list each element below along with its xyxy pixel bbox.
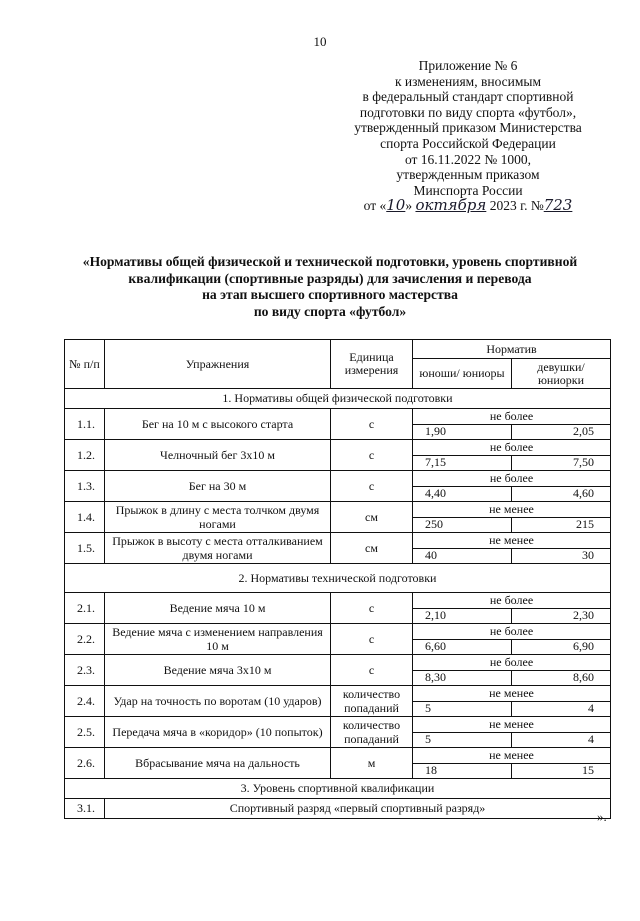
norm-condition: не менее <box>413 748 611 764</box>
unit-cell: количество попаданий <box>331 717 413 748</box>
norm-condition: не менее <box>413 686 611 702</box>
value-girls: 4,60 <box>512 486 611 502</box>
value-girls: 2,30 <box>512 608 611 624</box>
appendix-line: спорта Российской Федерации <box>380 135 556 151</box>
norm-condition: не более <box>413 471 611 487</box>
table-row <box>65 440 611 456</box>
row-number: 2.4. <box>65 686 105 717</box>
value-boys: 5 <box>413 732 512 748</box>
value-boys: 250 <box>413 517 512 533</box>
value-boys: 6,60 <box>413 639 512 655</box>
unit-cell: с <box>331 440 413 471</box>
order-day-handwritten: 10 <box>386 196 406 215</box>
value-girls: 6,90 <box>512 639 611 655</box>
appendix-block <box>338 58 598 214</box>
exercise-name: Ведение мяча 3х10 м <box>105 655 331 686</box>
header-norm: Норматив <box>413 340 611 359</box>
title-line: «Нормативы общей физической и технической подготовки, уровень спортивной <box>82 254 578 269</box>
closing-quote: ». <box>597 809 607 824</box>
page-number: 10 <box>313 34 327 49</box>
header-num: № п/п <box>65 340 105 389</box>
value-girls: 4 <box>512 732 611 748</box>
appendix-line: подготовки по виду спорта «футбол», <box>359 104 577 120</box>
row-number: 2.1. <box>65 593 105 624</box>
order-prefix: от « <box>363 198 387 214</box>
value-girls: 215 <box>512 517 611 533</box>
value-girls: 30 <box>512 548 611 564</box>
norm-condition: не более <box>413 624 611 640</box>
table-row <box>65 409 611 425</box>
value-boys: 18 <box>413 763 512 779</box>
norm-condition: не менее <box>413 717 611 733</box>
value-girls: 8,60 <box>512 670 611 686</box>
exercise-name: Прыжок в длину с места толчком двумя ногами <box>105 502 331 533</box>
row-number: 1.2. <box>65 440 105 471</box>
appendix-line: Минспорта России <box>413 182 523 198</box>
section-title: 3. Уровень спортивной квалификации <box>65 779 611 799</box>
row-number: 2.5. <box>65 717 105 748</box>
header-girls: девушки/ юниорки <box>512 359 611 389</box>
appendix-line: в федеральный стандарт спортивной <box>362 89 574 105</box>
qualification-text: Спортивный разряд «первый спортивный разряд» <box>105 799 611 819</box>
value-boys: 1,90 <box>413 424 512 440</box>
table-row <box>65 655 611 671</box>
table-row <box>65 502 611 518</box>
value-girls: 7,50 <box>512 455 611 471</box>
row-number: 1.1. <box>65 409 105 440</box>
unit-cell: с <box>331 593 413 624</box>
value-girls: 15 <box>512 763 611 779</box>
title-line: по виду спорта «футбол» <box>253 303 407 319</box>
exercise-name: Прыжок в высоту с места отталкиванием двумя ногами <box>105 533 331 564</box>
exercise-name: Передача мяча в «коридор» (10 попыток) <box>105 717 331 748</box>
order-month-handwritten: октября <box>415 196 487 215</box>
table-row <box>65 686 611 702</box>
norm-condition: не менее <box>413 533 611 549</box>
unit-cell: с <box>331 409 413 440</box>
row-number: 1.5. <box>65 533 105 564</box>
title-line: квалификации (спортивные разряды) для зачисления и перевода <box>128 270 532 286</box>
appendix-line: утвержденный приказом Министерства <box>354 120 582 136</box>
header-unit: Единица измерения <box>331 340 413 389</box>
norm-condition: не более <box>413 409 611 425</box>
unit-cell: м <box>331 748 413 779</box>
exercise-name: Удар на точность по воротам (10 ударов) <box>105 686 331 717</box>
value-girls: 2,05 <box>512 424 611 440</box>
row-number: 2.3. <box>65 655 105 686</box>
value-boys: 2,10 <box>413 608 512 624</box>
table-row <box>65 799 611 819</box>
order-number-handwritten: 723 <box>543 196 573 215</box>
unit-cell: с <box>331 624 413 655</box>
exercise-name: Ведение мяча 10 м <box>105 593 331 624</box>
value-boys: 7,15 <box>413 455 512 471</box>
header-boys: юноши/ юниоры <box>413 359 512 389</box>
title-line: на этап высшего спортивного мастерства <box>202 287 458 302</box>
row-number: 1.3. <box>65 471 105 502</box>
appendix-line: утвержденным приказом <box>396 167 540 183</box>
row-number: 2.6. <box>65 748 105 779</box>
table-row <box>65 717 611 733</box>
unit-cell: с <box>331 655 413 686</box>
value-boys: 40 <box>413 548 512 564</box>
exercise-name: Ведение мяча с изменением направления 10 м <box>105 624 331 655</box>
norm-condition: не более <box>413 655 611 671</box>
table-row <box>65 624 611 640</box>
value-boys: 8,30 <box>413 670 512 686</box>
exercise-name: Челночный бег 3х10 м <box>105 440 331 471</box>
table-row <box>65 593 611 609</box>
table-row <box>65 471 611 487</box>
appendix-line: от 16.11.2022 № 1000, <box>404 151 532 167</box>
row-number: 3.1. <box>65 799 105 819</box>
row-number: 2.2. <box>65 624 105 655</box>
exercise-name: Вбрасывание мяча на дальность <box>105 748 331 779</box>
norm-condition: не более <box>413 440 611 456</box>
exercise-name: Бег на 10 м с высокого старта <box>105 409 331 440</box>
document-title <box>50 254 610 320</box>
unit-cell: количество попаданий <box>331 686 413 717</box>
table-row <box>65 533 611 549</box>
order-mid: » <box>405 198 416 214</box>
value-boys: 4,40 <box>413 486 512 502</box>
unit-cell: см <box>331 533 413 564</box>
order-date-line <box>338 198 598 214</box>
value-girls: 4 <box>512 701 611 717</box>
norms-table <box>64 339 611 819</box>
row-number: 1.4. <box>65 502 105 533</box>
exercise-name: Бег на 30 м <box>105 471 331 502</box>
section-title: 2. Нормативы технической подготовки <box>65 564 611 593</box>
section-title: 1. Нормативы общей физической подготовки <box>65 389 611 409</box>
table-row <box>65 748 611 764</box>
header-exercise: Упражнения <box>105 340 331 389</box>
unit-cell: с <box>331 471 413 502</box>
norm-condition: не менее <box>413 502 611 518</box>
unit-cell: см <box>331 502 413 533</box>
order-year: 2023 г. № <box>486 198 544 214</box>
appendix-line: Приложение № 6 <box>418 58 518 73</box>
value-boys: 5 <box>413 701 512 717</box>
norm-condition: не более <box>413 593 611 609</box>
appendix-line: к изменениям, вносимым <box>394 73 542 89</box>
